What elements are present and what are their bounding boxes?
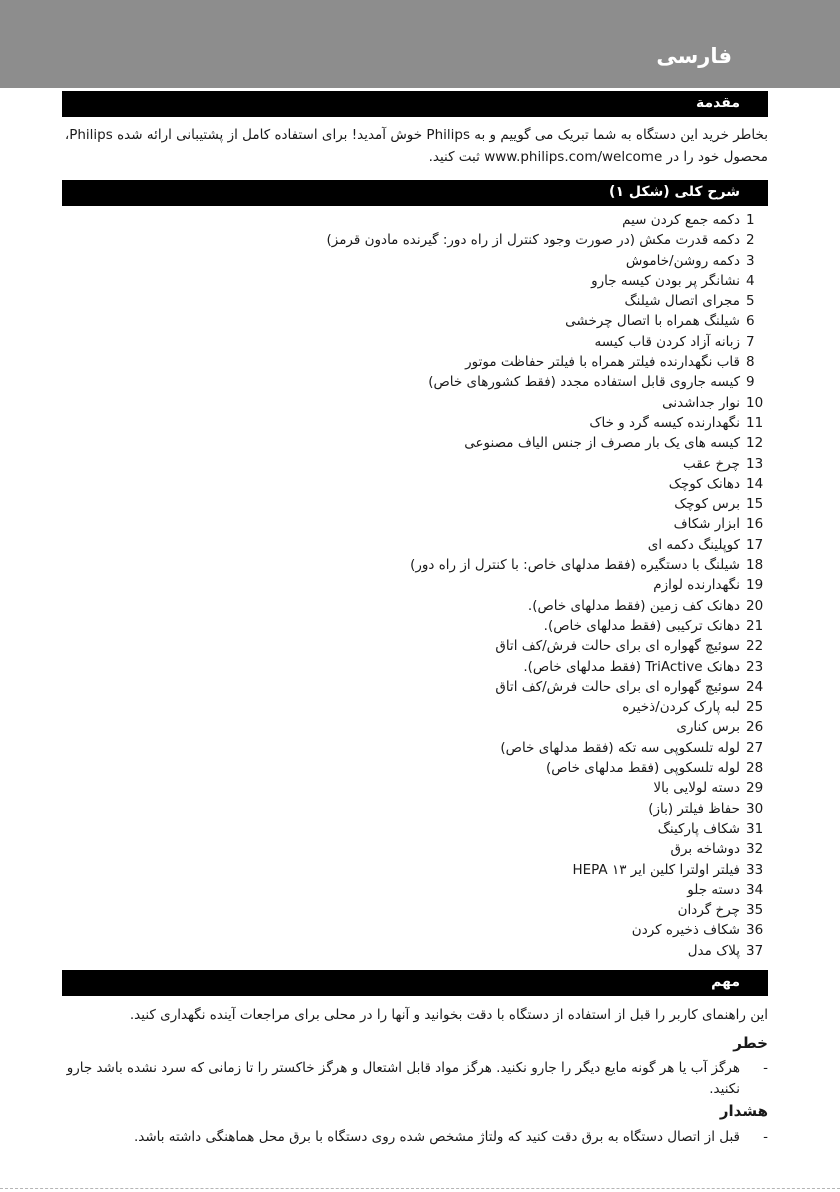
list-item-text: دسته جلو [687,881,740,898]
list-item [62,900,768,920]
list-item-number: 10 [746,394,764,411]
list-item [62,596,768,616]
list-item-number: 23 [746,658,764,675]
list-item-text: چرخ گردان [677,902,740,919]
list-item [62,758,768,778]
list-item [62,657,768,677]
list-item-text: دهانک کف زمین (فقط مدلهای خاص). [527,597,740,614]
danger-dash: - [763,1060,768,1076]
list-item [62,332,768,352]
list-item [62,535,768,555]
list-item-number: 26 [746,719,764,736]
list-item-number: 24 [746,678,764,695]
list-item-text: شکاف پارکینگ [657,820,740,837]
list-item-number: 33 [746,861,764,878]
section-title-important: مهم [711,974,740,990]
list-item [62,291,768,311]
list-item-text: لبه پارک کردن/ذخیره [622,699,740,716]
list-item [62,920,768,940]
list-item-number: 4 [746,272,755,289]
list-item-text: دهانک ترکیبی (فقط مدلهای خاص). [543,617,740,634]
list-item-text: شکاف ذخیره کردن [631,922,740,939]
list-item-text: نگهدارنده لوازم [653,577,740,594]
list-item [62,494,768,514]
list-item-text: مجرای اتصال شیلنگ [624,293,740,310]
list-item-number: 31 [746,820,764,837]
section-bar-intro [62,91,768,117]
list-item-number: 1 [746,212,755,228]
intro-paragraph [62,124,768,168]
list-item-number: 20 [746,597,764,614]
list-item [62,555,768,575]
list-item-text: فیلتر اولترا کلین ایر HEPA ۱۳ [572,861,740,878]
warning-item [62,1127,768,1148]
list-item [62,575,768,595]
section-title-intro: مقدمة [696,95,740,111]
list-item [62,697,768,717]
list-item-text: دسته لولایی بالا [653,780,740,797]
list-item-text: شیلنگ همراه با اتصال چرخشی [565,313,740,330]
list-item-number: 21 [746,617,764,634]
list-item-text: دکمه روشن/خاموش [625,252,740,269]
list-item [62,616,768,636]
danger-heading: خطر [733,1034,768,1052]
list-item-number: 17 [746,536,764,553]
danger-text-line1: هرگز آب یا هر گونه مایع دیگر را جارو نکنید. هرگز مواد قابل اشتعال و هرگز خاکستر را تا زمانی که سرد نشده باشد جارو [66,1060,740,1076]
intro-text-line2: محصول خود را در www.philips.com/welcome ثبت کنید. [428,149,768,165]
list-item-number: 9 [746,374,755,391]
list-item-number: 12 [746,435,764,452]
list-item-number: 16 [746,516,764,533]
list-item-text: نگهدارنده کیسه گرد و خاک [589,414,740,431]
list-item-text: نشانگر پر بودن کیسه جارو [591,272,740,289]
list-item-text: قاب نگهدارنده فیلتر همراه با فیلتر حفاظت موتور [465,354,740,371]
list-item-number: 27 [746,739,764,756]
list-item-text: حفاظ فیلتر (باز) [648,800,740,817]
list-item-number: 19 [746,577,764,594]
list-item [62,393,768,413]
list-item-text: دهانک TriActive (فقط مدلهای خاص). [523,658,740,675]
list-item [62,352,768,372]
list-item [62,717,768,737]
list-item-text: دهانک کوچک [668,475,740,492]
list-item [62,880,768,900]
list-item-text: ابزار شکاف [673,516,740,533]
list-item [62,210,768,230]
list-item-text: کیسه های یک بار مصرف از جنس الیاف مصنوعی [464,435,740,452]
danger-text-line2: نکنید. [709,1081,740,1097]
list-item-text: دکمه قدرت مکش (در صورت وجود کنترل از راه دور: گیرنده مادون قرمز) [326,232,740,249]
list-item-text: زبانه آزاد کردن قاب کیسه [594,333,740,350]
list-item-number: 34 [746,881,764,898]
list-item-text: لوله تلسکوپی (فقط مدلهای خاص) [545,760,740,777]
list-item-text: دکمه جمع کردن سیم [622,212,740,228]
section-bar-description [62,180,768,206]
language-title: فارسی [656,44,732,68]
list-item [62,251,768,271]
list-item-text: برس کناری [676,719,740,736]
list-item-text: شیلنگ با دستگیره (فقط مدلهای خاص: با کنترل از راه دور) [410,557,740,574]
list-item-number: 30 [746,800,764,817]
list-item-text: کیسه جاروی قابل استفاده مجدد (فقط کشورهای خاص) [428,374,740,391]
list-item-number: 14 [746,475,764,492]
list-item-number: 18 [746,557,764,574]
list-item-number: 13 [746,455,764,472]
list-item-text: برس کوچک [674,496,740,513]
list-item [62,799,768,819]
list-item-text: کوپلینگ دکمه ای [647,536,740,553]
list-item-number: 7 [746,333,755,350]
list-item-number: 28 [746,760,764,777]
warning-text-line1: قبل از اتصال دستگاه به برق دقت کنید که ولتاژ مشخص شده روی دستگاه با برق محل هماهنگی داشته باشد. [133,1129,740,1145]
list-item-number: 32 [746,841,764,858]
list-item [62,372,768,392]
list-item-text: سوئیچ گهواره ای برای حالت فرش/کف اتاق [495,638,740,655]
list-item [62,311,768,331]
list-item-number: 2 [746,232,755,249]
description-list [62,210,768,961]
list-item [62,860,768,880]
list-item-number: 8 [746,354,755,371]
list-item-number: 37 [746,942,764,959]
list-item-text: پلاک مدل [687,942,740,959]
list-item-text: چرخ عقب [683,455,740,472]
list-item [62,271,768,291]
list-item-text: سوئیچ گهواره ای برای حالت فرش/کف اتاق [495,678,740,695]
list-item-number: 22 [746,638,764,655]
list-item-number: 3 [746,252,755,269]
section-bar-important [62,970,768,996]
list-item-text: دوشاخه برق [670,841,740,858]
list-item [62,230,768,250]
list-item [62,433,768,453]
list-item-text: لوله تلسکوپی سه تکه (فقط مدلهای خاص) [500,739,740,756]
list-item-number: 29 [746,780,764,797]
list-item-number: 15 [746,496,764,513]
list-item-number: 6 [746,313,755,330]
list-item [62,474,768,494]
list-item [62,819,768,839]
list-item [62,738,768,758]
warning-dash: - [763,1129,768,1145]
list-item-text: نوار جداشدنی [662,394,740,411]
list-item-number: 36 [746,922,764,939]
list-item-number: 35 [746,902,764,919]
intro-text-line1: بخاطر خرید این دستگاه به شما تبریک می گوییم و به Philips خوش آمدید! برای استفاده کامل از پشتیبانی ارائه شده Philips، [64,127,768,143]
list-item [62,941,768,961]
warning-heading: هشدار [719,1102,768,1120]
list-item [62,413,768,433]
important-text: این راهنمای کاربر را قبل از استفاده از دستگاه با دقت بخوانید و آنها را در محلی برای مراجعات آینده نگهداری کنید. [129,1007,768,1023]
list-item [62,454,768,474]
list-item-number: 25 [746,699,764,716]
danger-item [62,1058,768,1100]
section-title-description: شرح کلی (شکل ۱) [609,184,740,200]
list-item [62,839,768,859]
important-paragraph [62,1004,768,1026]
list-item [62,514,768,534]
list-item-number: 11 [746,414,764,431]
list-item [62,677,768,697]
list-item [62,778,768,798]
list-item-number: 5 [746,293,755,310]
language-header [0,0,840,88]
list-item [62,636,768,656]
page-bottom-rule [0,1188,840,1190]
